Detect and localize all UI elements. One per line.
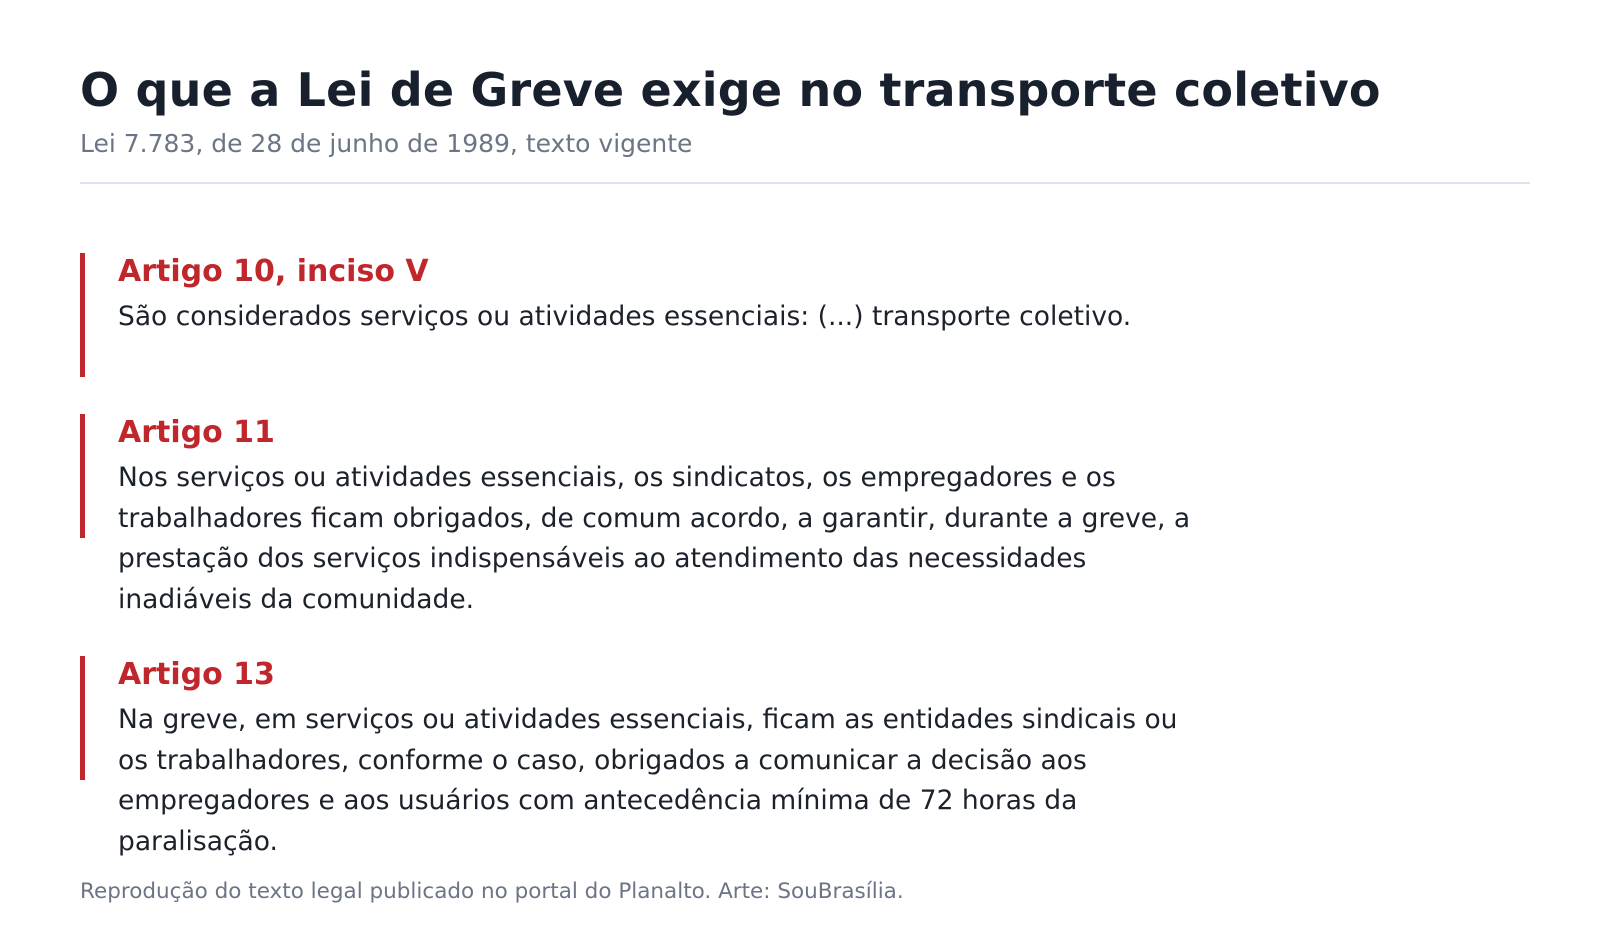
article-heading: Artigo 10, inciso V xyxy=(118,254,429,289)
article-text: Na greve, em serviços ou atividades essenciais, ficam as entidades sindicais ou os trabalhadores, conforme o caso, obrigados a comunicar a decisão aos empregadores e aos usuários com antecedência mínima de 72 horas da paralisação. xyxy=(118,704,1178,857)
article-heading: Artigo 11 xyxy=(118,415,275,450)
article-text: São considerados serviços ou atividades essenciais: (...) transporte coletivo. xyxy=(118,301,1132,332)
article-heading: Artigo 13 xyxy=(118,657,275,692)
header-divider xyxy=(80,182,1530,184)
article-text: Nos serviços ou atividades essenciais, os sindicatos, os empregadores e os trabalhadores ficam obrigados, de comum acordo, a garantir, durante a greve, a prestação dos serviços indispensáveis ao atendimento das necessidades inadiáveis da comunidade. xyxy=(118,462,1191,615)
footer-credit: Reprodução do texto legal publicado no portal do Planalto. Arte: SouBrasília. xyxy=(80,879,904,904)
article-accent-bar xyxy=(80,253,85,377)
page-subtitle: Lei 7.783, de 28 de junho de 1989, texto vigente xyxy=(80,129,693,158)
page-title: O que a Lei de Greve exige no transporte coletivo xyxy=(80,63,1381,117)
article-accent-bar xyxy=(80,414,85,538)
article-accent-bar xyxy=(80,656,85,780)
